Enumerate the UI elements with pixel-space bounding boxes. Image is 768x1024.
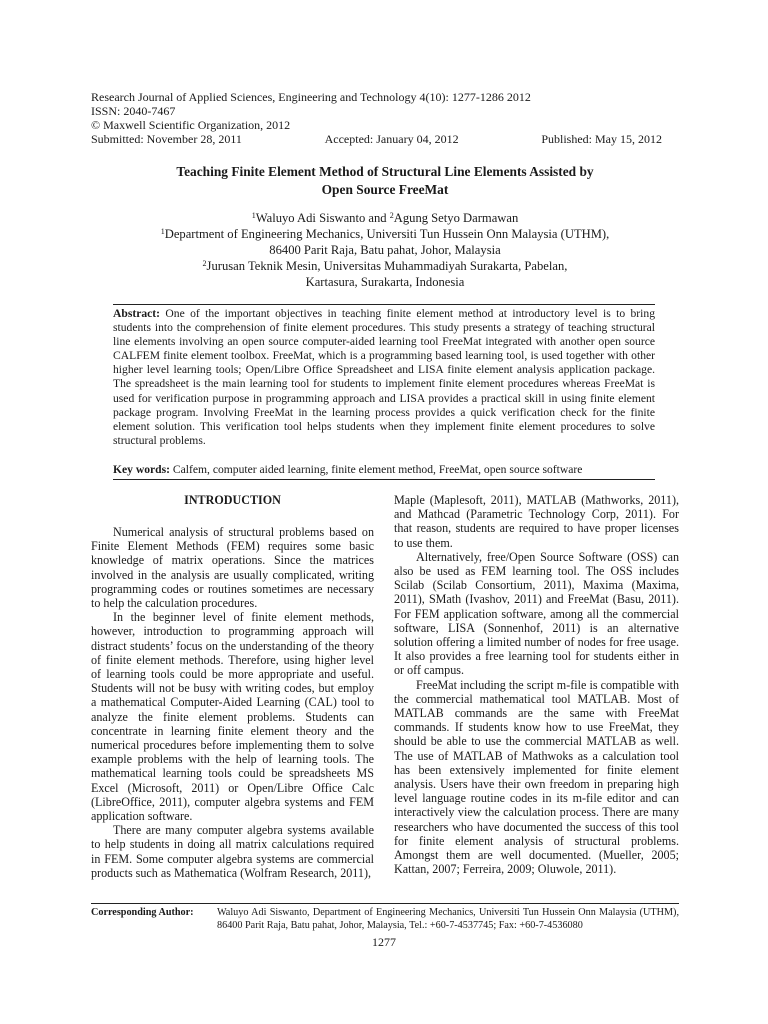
author-names: [110, 210, 660, 226]
body-paragraph: There are many computer algebra systems available to help students in doing all matrix calculations required in FEM. Some computer algebra systems are commercial products such as Mathematica (Wolfram Research, 2011),: [91, 823, 374, 880]
issn: ISSN: 2040-7467: [91, 104, 176, 118]
body-paragraph: Numerical analysis of structural problems based on Finite Element Methods (FEM) requires some basic knowledge of matrix operations. Since the matrices involved in the analysis are usually complicated, writing programming codes or routines sometimes are necessary to help the calculation procedures.: [91, 525, 374, 611]
title-line-2: Open Source FreeMat: [321, 182, 449, 197]
page-number: 1277: [372, 935, 396, 949]
affiliation-2: $^2$Jurusan Teknik Mesin, Universitas Muhammadiyah Surakarta, Pabelan,: [202, 259, 568, 273]
author-2: Agung Setyo Darmawan: [393, 211, 519, 225]
published-date: Published: May 15, 2012: [541, 132, 662, 146]
journal-citation: Research Journal of Applied Sciences, Engineering and Technology 4(10): 1277-1286 2012: [91, 90, 531, 104]
copyright: © Maxwell Scientific Organization, 2012: [91, 118, 291, 132]
dates-row: [91, 132, 662, 146]
author-1: Waluyo Adi Siswanto and: [255, 211, 390, 225]
author-block: [110, 210, 660, 290]
abstract-label: Abstract:: [113, 307, 161, 320]
abstract: [113, 307, 655, 448]
author1-affiliation-mark: 1: [251, 211, 256, 220]
abstract-top-rule: [113, 304, 655, 305]
affiliation-2-mark: 2: [202, 259, 207, 268]
title-line-1: Teaching Finite Element Method of Structural Line Elements Assisted by: [176, 164, 594, 179]
journal-header: [91, 90, 671, 146]
keywords-bottom-rule: [113, 479, 655, 480]
abstract-text: One of the important objectives in teaching finite element method at introductory level is to bring students into the comprehension of finite element procedures. This study presents a strategy of teaching structural line elements involving an open source computer-aided learning tool FreeMat integrated with another open source CALFEM finite element toolbox. FreeMat, which is a programming based learning tool, is used together with other higher level learning tools; Open/Libre Office Spreadsheet and LISA finite element analysis application package. The spreadsheet is the main learning tool for students to implement finite element procedures whereas FreeMat is used for verification purpose in programming approach and LISA provides a practical skill in using finite element package program. Involving FreeMat in the learning process provides a quick verification check for the finite element solution. This verification tool helps students when they implement finite element procedures to solve structural problems.: [113, 307, 655, 447]
author2-affiliation-mark: 2: [389, 211, 394, 220]
footnote-rule: [91, 903, 679, 904]
corresponding-author-label: Corresponding Author:: [91, 907, 194, 918]
body-paragraph: In the beginner level of finite element methods, however, introduction to programming approach will distract students’ focus on the understanding of the theory of finite element methods. Therefore, using higher level of learning tools could be more appropriate and useful. Students will not be busy with writing codes, but employ a mathematical Computer-Aided Learning (CAL) tool to analyze the finite element problems. Students can concentrate in learning finite element theory and the numerical procedures before implementing them to solve example problems with the help of learning tools. The mathematical learning tools could be spreadsheets MS Excel (Microsoft, 2011) or Open/Libre Office Calc (LibreOffice, 2011), computer algebra systems and FEM application software.: [91, 610, 374, 824]
section-heading-introduction: INTRODUCTION: [184, 493, 281, 507]
affiliation-1: $^1$Department of Engineering Mechanics, Universiti Tun Hussein Onn Malaysia (UTHM),: [160, 227, 610, 241]
keywords-label: Key words:: [113, 463, 170, 476]
body-paragraph: Alternatively, free/Open Source Software (OSS) can also be used as FEM learning tool. The OSS includes Scilab (Scilab Consortium, 2011), Maxima (Maxima, 2011), SMath (Ivashov, 2011) and FreeMat (Basu, 2011). For FEM application software, among all the commercial software, LISA (Sonnenhof, 2011) is an alternative solution offering a limited number of nodes for free usage. It also provides a free learning tool for students either in or off campus.: [394, 549, 679, 678]
accepted-date: Accepted: January 04, 2012: [324, 132, 459, 146]
keywords: [113, 463, 655, 477]
submitted-date: Submitted: November 28, 2011: [91, 132, 242, 146]
paper-title: [120, 163, 650, 199]
keywords-text: Calfem, computer aided learning, finite element method, FreeMat, open source software: [170, 463, 583, 476]
right-column: [394, 493, 679, 876]
body-paragraph: FreeMat including the script m-file is compatible with the commercial mathematical tool MATLAB. Most of MATLAB commands are the same with FreeMat commands. If students know how to use FreeMat, they should be able to use the commercial MATLAB as well. The use of MATLAB of Mathwoks as a calculation tool has been extensively implemented for finite element analysis. Users have their own freedom in preparing high level language routine codes in its m-file editor and can interactively view the calculation process. There are many researchers who have documented the success of this tool for finite element analysis of structural problems. Amongst them are well documented. (Mueller, 2005; Kattan, 2007; Ferreira, 2009; Oluwole, 2011).: [394, 677, 679, 877]
left-column: [91, 493, 374, 880]
affiliation-1-address: 86400 Parit Raja, Batu pahat, Johor, Malaysia: [269, 243, 501, 257]
affiliation-1-mark: 1: [160, 227, 165, 236]
corresponding-author-details: Waluyo Adi Siswanto, Department of Engineering Mechanics, Universiti Tun Hussein Onn Malaysia (UTHM), 86400 Parit Raja, Batu pahat, Johor, Malaysia, Tel.: +60-7-4537745; Fax: +60-7-4536080: [217, 907, 679, 931]
affiliation-2-address: Kartasura, Surakarta, Indonesia: [305, 275, 465, 289]
body-paragraph: Maple (Maplesoft, 2011), MATLAB (Mathworks, 2011), and Mathcad (Parametric Technology Corp, 2011). For that reason, students are required to have proper licenses to use them.: [394, 493, 679, 550]
